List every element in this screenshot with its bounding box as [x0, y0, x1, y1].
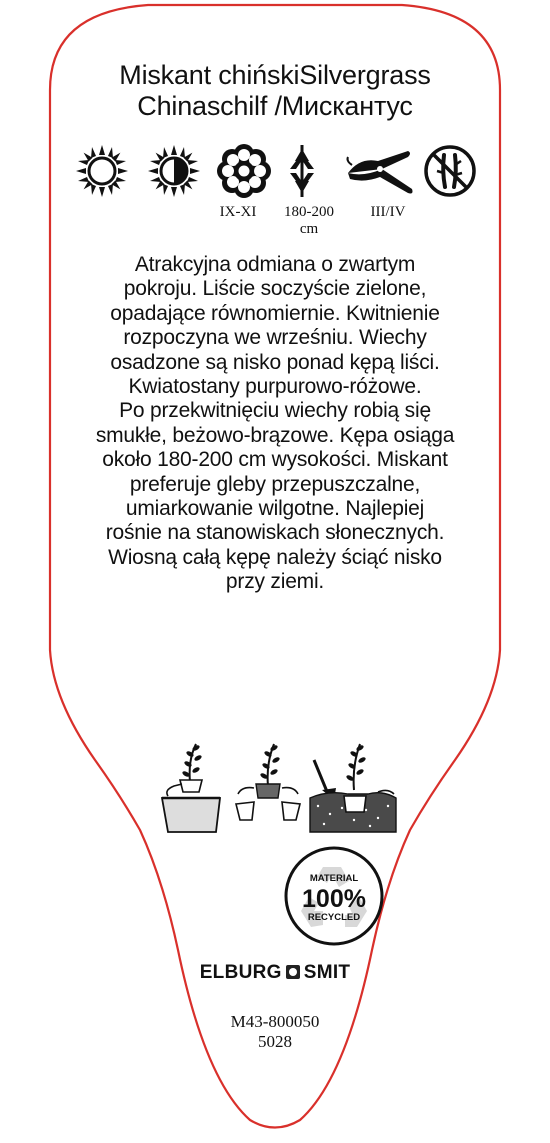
plant-name-line-2: Chinaschilf /Мискантус: [137, 91, 413, 121]
description-line: Atrakcyjna odmiana o zwartym: [134, 253, 416, 276]
description-line: Wiosną całą kępę należy ściąć nisko: [108, 545, 442, 569]
pruning-shears-icon: [342, 143, 416, 199]
description-line: rośnie na stanowiskach słonecznych.: [105, 521, 445, 545]
description-line: umiarkowanie wilgotne. Najlepiej: [125, 497, 425, 521]
description-line: Kwiatostany purpurowo-różowe.: [128, 375, 422, 399]
description-line: osadzone są nisko ponad kępą liści.: [110, 350, 440, 374]
description-line: Po przekwitnięciu wiechy robią się: [119, 399, 431, 423]
description-line: rozpoczyna we wrześniu. Wiechy: [123, 326, 427, 350]
brand-name-left: ELBURG: [199, 962, 282, 983]
brand-name-right: SMIT: [303, 962, 351, 983]
no-frost-icon: [422, 143, 478, 199]
flowering-period-caption: IX-XI: [219, 204, 257, 220]
half-sun-icon: [146, 143, 202, 199]
recycled-badge-bottom-text: RECYCLED: [307, 912, 361, 923]
article-code: M43-800050: [230, 1012, 320, 1031]
pruning-time-caption: III/IV: [370, 204, 406, 220]
brand-logo: [0, 962, 550, 984]
description-line: preferuje gleby przepuszczalne,: [129, 472, 421, 496]
planting-step-3-illustration: [308, 740, 398, 835]
recycled-badge-percent-text: 100%: [302, 885, 366, 913]
height-caption: 180-200 cm: [284, 204, 334, 237]
description-line: przy ziemi.: [225, 570, 325, 594]
description-line: smukłe, beżowo-brązowe. Kępa osiąga: [95, 423, 455, 447]
height-arrow-icon: [282, 143, 322, 199]
description-line: pokroju. Liście soczyście zielone,: [123, 277, 427, 301]
description-line: opadające równomiernie. Kwitnienie: [110, 301, 440, 325]
plant-name-line-1: Miskant chińskiSilvergrass: [119, 60, 431, 90]
recycled-badge-top-text: MATERIAL: [309, 873, 359, 884]
recycled-badge: [283, 845, 385, 947]
planting-step-2-illustration: [232, 740, 304, 835]
plant-description: [60, 253, 490, 595]
planting-step-1-illustration: [160, 740, 222, 835]
variety-code: 5028: [258, 1032, 292, 1051]
sun-icon: [74, 143, 130, 199]
description-line: około 180-200 cm wysokości. Miskant: [102, 448, 448, 472]
flower-icon: [216, 143, 272, 199]
care-icons-row: [70, 143, 490, 203]
brand-mark-icon: [286, 965, 300, 979]
